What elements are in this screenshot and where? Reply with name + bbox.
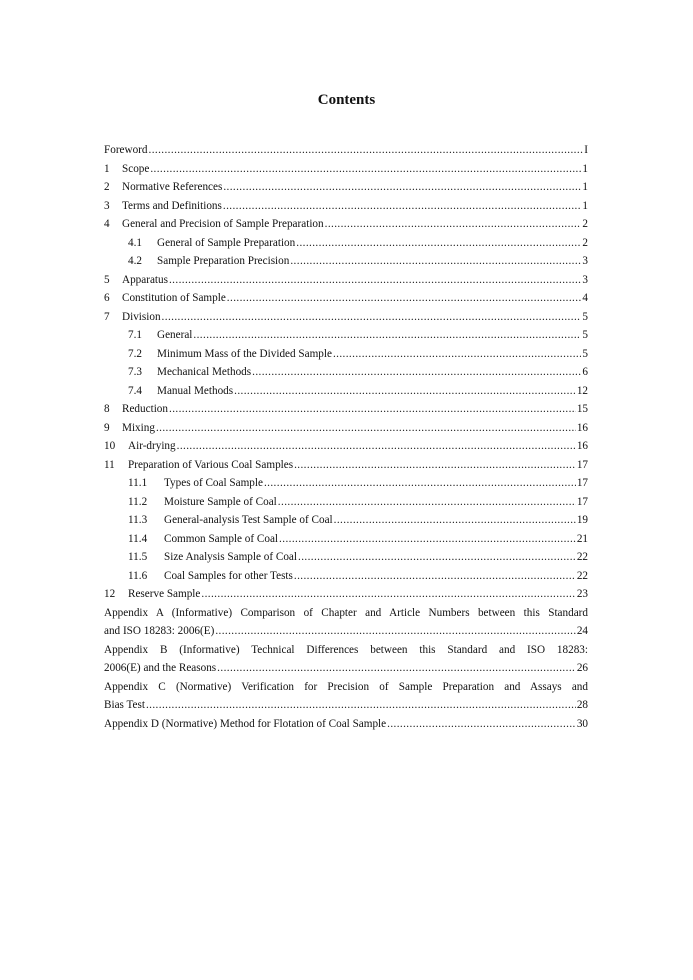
toc-entry-number: 4.2 bbox=[128, 255, 142, 267]
toc-page-number: 1 bbox=[582, 199, 588, 212]
toc-entry-number: 10 bbox=[104, 440, 116, 452]
dot-leader bbox=[215, 622, 576, 641]
toc-page-number: 1 bbox=[582, 162, 588, 175]
toc-entry-title: Common Sample of Coal bbox=[164, 532, 279, 545]
toc-entry-number: 3 bbox=[104, 199, 110, 212]
toc-entry-title: Foreword bbox=[104, 144, 148, 156]
toc-page-number: 17 bbox=[576, 495, 588, 508]
toc-entry[interactable] bbox=[104, 400, 588, 419]
toc-page-number: 3 bbox=[582, 255, 588, 267]
dot-leader bbox=[156, 419, 576, 438]
dot-leader bbox=[278, 493, 576, 512]
dot-leader bbox=[252, 363, 581, 382]
toc-entry-title: Coal Samples for other Tests bbox=[164, 569, 293, 582]
toc-entry-title: and ISO 18283: 2006(E) bbox=[104, 625, 215, 637]
toc-entry[interactable] bbox=[104, 178, 588, 197]
dot-leader bbox=[333, 345, 581, 364]
dot-leader bbox=[169, 271, 581, 290]
toc-page-number: 2 bbox=[582, 218, 588, 230]
toc-entry-title: 2006(E) and the Reasons bbox=[104, 662, 217, 674]
page-title: Contents bbox=[317, 92, 376, 108]
toc-entry-title: Air-drying bbox=[128, 440, 176, 452]
toc-entry-number: 5 bbox=[104, 273, 110, 286]
dot-leader bbox=[234, 382, 576, 401]
toc-entry-title: Minimum Mass of the Divided Sample bbox=[157, 347, 332, 360]
toc-entry[interactable] bbox=[104, 456, 588, 475]
toc-entry-number: 4.1 bbox=[128, 236, 142, 249]
toc-entry-number: 7.3 bbox=[128, 366, 142, 378]
toc-appendix-line1: Appendix A (Informative) Comparison of Chapter and Article Numbers between this Standard bbox=[104, 606, 588, 619]
dot-leader bbox=[223, 197, 582, 216]
toc-page-number: 5 bbox=[582, 347, 588, 360]
toc-entry-title: General and Precision of Sample Preparation bbox=[122, 218, 324, 230]
toc-page-number: 24 bbox=[576, 625, 588, 637]
dot-leader bbox=[334, 511, 576, 530]
toc-page-number: 22 bbox=[576, 551, 588, 563]
toc-entry-title: Mechanical Methods bbox=[157, 366, 252, 378]
toc-entry-number: 2 bbox=[104, 181, 110, 193]
toc-page-number: 4 bbox=[582, 292, 588, 304]
toc-entry[interactable] bbox=[104, 419, 588, 438]
toc-subentry[interactable] bbox=[104, 511, 588, 530]
toc-subentry[interactable] bbox=[104, 252, 588, 271]
toc-entry-number: 9 bbox=[104, 421, 110, 434]
table-of-contents bbox=[104, 141, 588, 733]
toc-page-number: 5 bbox=[582, 329, 588, 341]
dot-leader bbox=[264, 474, 576, 493]
dot-leader bbox=[387, 715, 576, 734]
dot-leader bbox=[162, 308, 582, 327]
toc-page-number: 19 bbox=[576, 514, 588, 526]
toc-entry-title: Reduction bbox=[122, 403, 168, 415]
dot-leader bbox=[223, 178, 581, 197]
toc-entry-foreword[interactable] bbox=[104, 141, 588, 160]
toc-entry-title: Sample Preparation Precision bbox=[157, 255, 290, 267]
toc-entry-title: Size Analysis Sample of Coal bbox=[164, 551, 297, 563]
toc-entry[interactable] bbox=[104, 271, 588, 290]
toc-entry-number: 11.3 bbox=[128, 514, 148, 526]
toc-page-number: I bbox=[584, 144, 588, 156]
toc-page-number: 2 bbox=[582, 236, 588, 249]
toc-page-number: 16 bbox=[576, 421, 588, 434]
toc-entry-number: 11.6 bbox=[128, 569, 148, 582]
dot-leader bbox=[217, 659, 576, 678]
dot-leader bbox=[294, 567, 576, 586]
dot-leader bbox=[150, 160, 581, 179]
toc-appendix-line1: Appendix C (Normative) Verification for Precision of Sample Preparation and Assays and bbox=[104, 680, 588, 693]
dot-leader bbox=[193, 326, 581, 345]
toc-appendix-c[interactable] bbox=[104, 678, 588, 715]
dot-leader bbox=[169, 400, 576, 419]
toc-appendix-a[interactable] bbox=[104, 604, 588, 641]
toc-appendix-line2 bbox=[104, 696, 588, 715]
toc-subentry[interactable] bbox=[104, 382, 588, 401]
toc-page-number: 5 bbox=[582, 310, 588, 323]
toc-entry-title: Reserve Sample bbox=[128, 588, 201, 600]
toc-entry[interactable] bbox=[104, 437, 588, 456]
dot-leader bbox=[177, 437, 576, 456]
toc-entry-title: Constitution of Sample bbox=[122, 292, 226, 304]
dot-leader bbox=[227, 289, 582, 308]
toc-entry-number: 7.2 bbox=[128, 347, 142, 360]
toc-entry[interactable] bbox=[104, 585, 588, 604]
dot-leader bbox=[201, 585, 575, 604]
toc-page-number: 28 bbox=[576, 699, 588, 711]
toc-entry-title: General of Sample Preparation bbox=[157, 236, 296, 249]
toc-entry-title: Scope bbox=[122, 162, 150, 175]
toc-entry-number: 7.4 bbox=[128, 384, 142, 397]
dot-leader bbox=[290, 252, 581, 271]
toc-entry-number: 11.1 bbox=[128, 477, 148, 489]
dot-leader bbox=[279, 530, 576, 549]
toc-page-number: 30 bbox=[576, 717, 588, 730]
toc-entry-number: 11.2 bbox=[128, 495, 148, 508]
toc-entry-title: Mixing bbox=[122, 421, 155, 434]
toc-entry[interactable] bbox=[104, 215, 588, 234]
dot-leader bbox=[325, 215, 582, 234]
toc-entry-title: Terms and Definitions bbox=[122, 199, 222, 212]
toc-page-number: 17 bbox=[576, 477, 588, 489]
toc-entry-number: 4 bbox=[104, 218, 110, 230]
toc-appendix-line1: Appendix B (Informative) Technical Differences between this Standard and ISO 18283: bbox=[104, 643, 588, 656]
toc-subentry[interactable] bbox=[104, 345, 588, 364]
toc-entry-number: 11.5 bbox=[128, 551, 148, 563]
toc-entry-title: General bbox=[157, 329, 193, 341]
toc-page-number: 22 bbox=[576, 569, 588, 582]
toc-entry-title: Appendix D (Normative) Method for Flotation of Coal Sample bbox=[104, 717, 387, 730]
toc-entry[interactable] bbox=[104, 308, 588, 327]
toc-entry-title: Types of Coal Sample bbox=[164, 477, 263, 489]
toc-subentry[interactable] bbox=[104, 548, 588, 567]
toc-page-number: 16 bbox=[576, 440, 588, 452]
toc-page-number: 21 bbox=[576, 532, 588, 545]
toc-entry-title: Bias Test bbox=[104, 699, 145, 711]
toc-entry-number: 11 bbox=[104, 458, 115, 471]
toc-appendix-d[interactable] bbox=[104, 715, 588, 734]
dot-leader bbox=[294, 456, 576, 475]
toc-entry-number: 12 bbox=[104, 588, 116, 600]
toc-subentry[interactable] bbox=[104, 234, 588, 253]
toc-subentry[interactable] bbox=[104, 567, 588, 586]
toc-page-number: 23 bbox=[576, 588, 588, 600]
toc-entry[interactable] bbox=[104, 160, 588, 179]
toc-entry-title: Division bbox=[122, 310, 161, 323]
toc-entry-title: Moisture Sample of Coal bbox=[164, 495, 277, 508]
toc-entry-title: Preparation of Various Coal Samples bbox=[128, 458, 294, 471]
toc-page-number: 3 bbox=[582, 273, 588, 286]
toc-entry-title: Manual Methods bbox=[157, 384, 234, 397]
toc-subentry[interactable] bbox=[104, 474, 588, 493]
toc-entry-number: 11.4 bbox=[128, 532, 148, 545]
toc-page-number: 26 bbox=[576, 662, 588, 674]
toc-entry-number: 6 bbox=[104, 292, 110, 304]
toc-entry-number: 7.1 bbox=[128, 329, 142, 341]
toc-entry[interactable] bbox=[104, 289, 588, 308]
toc-page-number: 15 bbox=[576, 403, 588, 415]
dot-leader bbox=[296, 234, 581, 253]
toc-page-number: 1 bbox=[582, 181, 588, 193]
toc-subentry[interactable] bbox=[104, 363, 588, 382]
toc-entry-number: 8 bbox=[104, 403, 110, 415]
dot-leader bbox=[149, 141, 584, 160]
toc-entry-title: General-analysis Test Sample of Coal bbox=[164, 514, 333, 526]
toc-page-number: 12 bbox=[576, 384, 588, 397]
toc-subentry[interactable] bbox=[104, 530, 588, 549]
toc-subentry[interactable] bbox=[104, 493, 588, 512]
toc-page-number: 6 bbox=[582, 366, 588, 378]
toc-appendix-line2 bbox=[104, 659, 588, 678]
toc-entry-number: 7 bbox=[104, 310, 110, 323]
toc-entry-title: Apparatus bbox=[122, 273, 168, 286]
toc-entry-title: Normative References bbox=[122, 181, 223, 193]
dot-leader bbox=[146, 696, 576, 715]
dot-leader bbox=[298, 548, 576, 567]
toc-appendix-b[interactable] bbox=[104, 641, 588, 678]
toc-subentry[interactable] bbox=[104, 326, 588, 345]
toc-page-number: 17 bbox=[576, 458, 588, 471]
toc-entry-number: 1 bbox=[104, 162, 110, 175]
toc-appendix-line2 bbox=[104, 622, 588, 641]
toc-entry[interactable] bbox=[104, 197, 588, 216]
